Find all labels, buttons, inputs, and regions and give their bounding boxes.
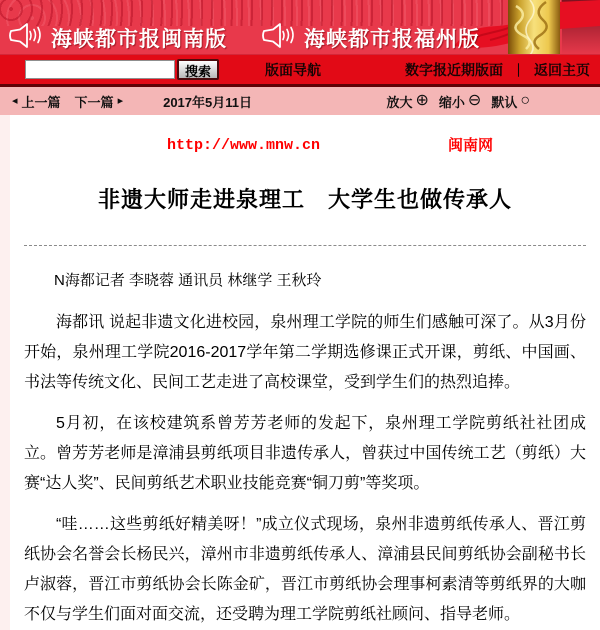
toolbar-separator: ｜ bbox=[511, 63, 525, 78]
logo-fuzhou-edition[interactable] bbox=[261, 22, 480, 54]
plus-circle-icon: ⊕ bbox=[415, 92, 429, 109]
search-button[interactable]: 搜索 bbox=[177, 59, 219, 80]
prev-arrow-icon: ◂ bbox=[12, 94, 18, 107]
dashed-divider bbox=[24, 245, 586, 246]
article-paragraph: 海都讯 说起非遗文化进校园，泉州理工学院的师生们感触可深了。从3月份开始，泉州理工学院2016-2017学年第二学期选修课正式开课，剪纸、中国画、书法等传统文化、民间工艺走进了高校课堂，受到学生们的热烈追捧。 bbox=[24, 314, 586, 391]
megaphone-icon bbox=[8, 22, 44, 54]
prev-article-button[interactable] bbox=[12, 92, 61, 111]
article-navbar bbox=[0, 87, 600, 115]
next-arrow-icon: ▸ bbox=[117, 94, 124, 107]
article-meta-row bbox=[10, 137, 600, 155]
minus-circle-icon: ⊖ bbox=[467, 92, 482, 109]
article-title: 非遗大师走进泉理工 大学生也做传承人 bbox=[97, 187, 512, 212]
site-name-link[interactable]: 闽南网 bbox=[448, 137, 494, 154]
search-toolbar bbox=[0, 55, 600, 84]
megaphone-icon bbox=[261, 22, 297, 54]
next-article-button[interactable] bbox=[75, 92, 124, 111]
logo-minnan-edition[interactable] bbox=[8, 22, 227, 54]
logo-minnan-label: 海峡都市报闽南版 bbox=[51, 28, 227, 51]
article-paragraph: 5月初，在该校建筑系曾芳芳老师的发起下，泉州理工学院剪纸社社团成立。曾芳芳老师是漳浦县剪纸项目非遗传承人，曾获过中国传统工艺（剪纸）大赛“达人奖”、民间剪纸艺术职业技能竞赛“铜刀剪”等奖项。 bbox=[24, 415, 586, 492]
circle-icon: ○ bbox=[520, 92, 530, 109]
site-url: http://www.mnw.cn bbox=[167, 137, 321, 154]
zoom-in-label: 放大 bbox=[386, 94, 413, 110]
zoom-out-label: 缩小 bbox=[438, 94, 465, 110]
default-size-label: 默认 bbox=[491, 94, 518, 110]
page-layout-nav-link[interactable]: 版面导航 bbox=[265, 61, 322, 78]
article-byline: N海都记者 李晓蓉 通讯员 林继学 王秋玲 bbox=[54, 272, 322, 289]
zoom-out-button[interactable] bbox=[439, 92, 481, 111]
logo-fuzhou-label: 海峡都市报福州版 bbox=[304, 28, 480, 51]
article-content bbox=[10, 115, 600, 630]
home-link[interactable]: 返回主页 bbox=[534, 61, 590, 78]
search-input[interactable] bbox=[25, 60, 175, 79]
prev-article-label: 上一篇 bbox=[21, 94, 61, 110]
zoom-in-button[interactable] bbox=[386, 92, 428, 111]
article-date: 2017年5月11日 bbox=[163, 94, 252, 110]
app-header bbox=[0, 0, 600, 55]
article-paragraph: “哇……这些剪纸好精美呀！”成立仪式现场，泉州非遗剪纸传承人、晋江剪纸协会名誉会长杨民兴，漳州市非遗剪纸传承人、漳浦县民间剪纸协会副秘书长卢淑蓉，晋江市剪纸协会长陈金矿，晋江市剪纸协会理事柯素清等剪纸界的大咖不仅与学生们面对面交流，还受聘为理工学院剪纸社顾问、指导老师。 bbox=[24, 516, 586, 623]
article-body bbox=[24, 308, 586, 630]
default-size-button[interactable] bbox=[491, 92, 530, 111]
next-article-label: 下一篇 bbox=[74, 94, 114, 110]
recent-editions-link[interactable]: 数字报近期版面 bbox=[404, 61, 503, 78]
